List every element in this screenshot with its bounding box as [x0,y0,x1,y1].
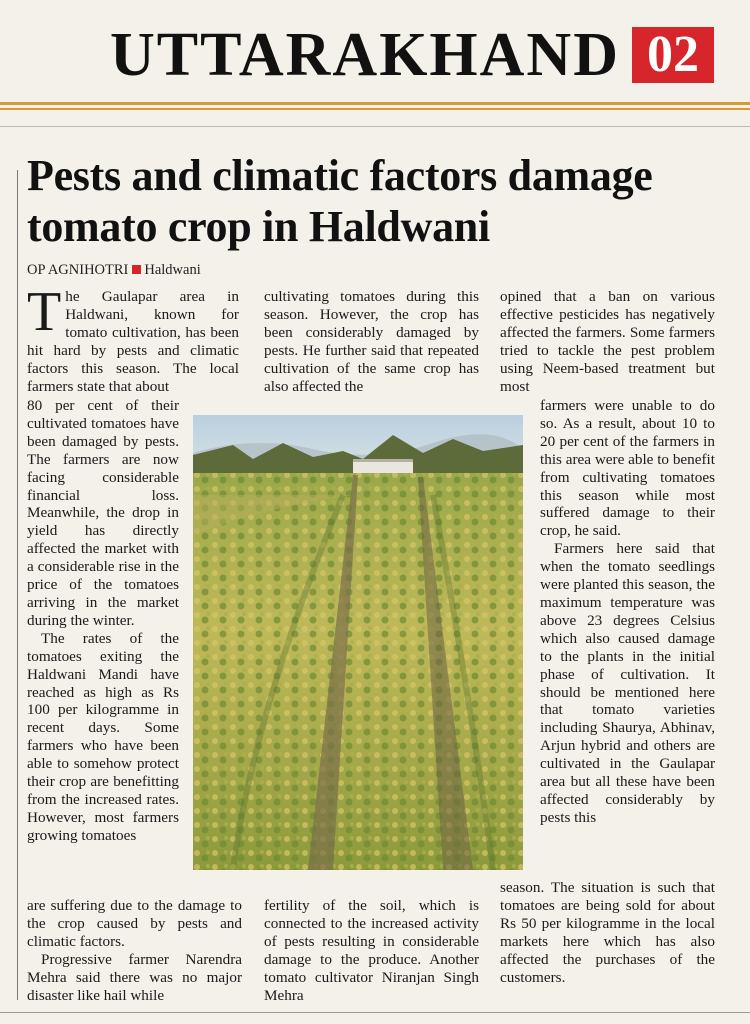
column-rule [17,170,18,1000]
drop-cap: T [27,281,62,343]
paragraph: season. The situation is such that tomatoes are being sold for about Rs 50 per kilogramme in the local markets here which has also affected the purchases of the customers. [500,879,715,986]
column-1-bottom [27,897,242,1004]
divider [0,102,750,105]
divider [0,108,750,110]
paragraph: The rates of the tomatoes exiting the Haldwani Mandi have reached as high as Rs 100 per kilogramme in recent days. Some farmers who have been able to somehow protect their crop are benefitting from the increased rates. However, most farmers growing tomatoes [27,629,179,844]
column-1-middle [27,397,179,845]
tomato-field-photo [193,415,523,870]
column-2-top [264,288,479,395]
column-3-middle [540,397,715,827]
byline-author: OP AGNIHOTRI [27,262,129,278]
paragraph: fertility of the soil, which is connected to the increased activity of pests resulting in considerable damage to the produce. Another tomato cultivator Niranjan Singh Mehra [264,897,479,1004]
page-number-badge: 02 [632,27,714,83]
paragraph: 80 per cent of their cultivated tomatoes have been damaged by pests. The farmers are now facing considerable financial loss. Meanwhile, the drop in yield has directly affected the market with a considerable rise in the price of the tomatoes arriving in the market during the winter. [27,397,179,629]
paragraph: farmers were unable to do so. As a result, about 10 to 20 per cent of the farmers in this area were able to benefit from cultivating tomatoes this season while most suffered damage to their crop, he said. [540,397,715,540]
byline [27,262,201,279]
byline-bullet-icon [132,265,141,274]
paragraph: he Gaulapar area in Haldwani, known for tomato cultivation, has been hit hard by pests and climatic factors this season. The local farmers state that about [27,288,239,395]
paragraph: Farmers here said that when the tomato seedlings were planted this season, the maximum temperature was above 23 degrees Celsius which also caused damage to the plants in the initial phase of cultivation. It should be mentioned here that tomato varieties including Shaurya, Abhinav, Arjun hybrid and others are cultivated in the Gaulapar area but all these have been affected considerably by pests this [540,540,715,826]
divider [0,126,750,127]
headline: Pests and climatic factors damage tomato crop in Haldwani [27,151,653,251]
column-2-bottom [264,897,479,1004]
column-1-top [27,281,239,395]
paragraph: cultivating tomatoes during this season. However, the crop has been considerably damaged by pests. He further said that repeated cultivation of the same crop has also affected the [264,288,479,395]
paragraph: Progressive farmer Narendra Mehra said there was no major disaster like hail while [27,950,242,1004]
divider [0,1012,750,1013]
byline-location: Haldwani [144,262,201,278]
paragraph: opined that a ban on various effective pesticides has negatively affected the farmers. Some farmers tried to tackle the pest problem using Neem-based treatment but most [500,288,715,395]
column-3-top [500,288,715,395]
section-title: UTTARAKHAND [110,21,620,89]
column-3-bottom [500,879,715,986]
paragraph: are suffering due to the damage to the crop caused by pests and climatic factors. [27,897,242,950]
